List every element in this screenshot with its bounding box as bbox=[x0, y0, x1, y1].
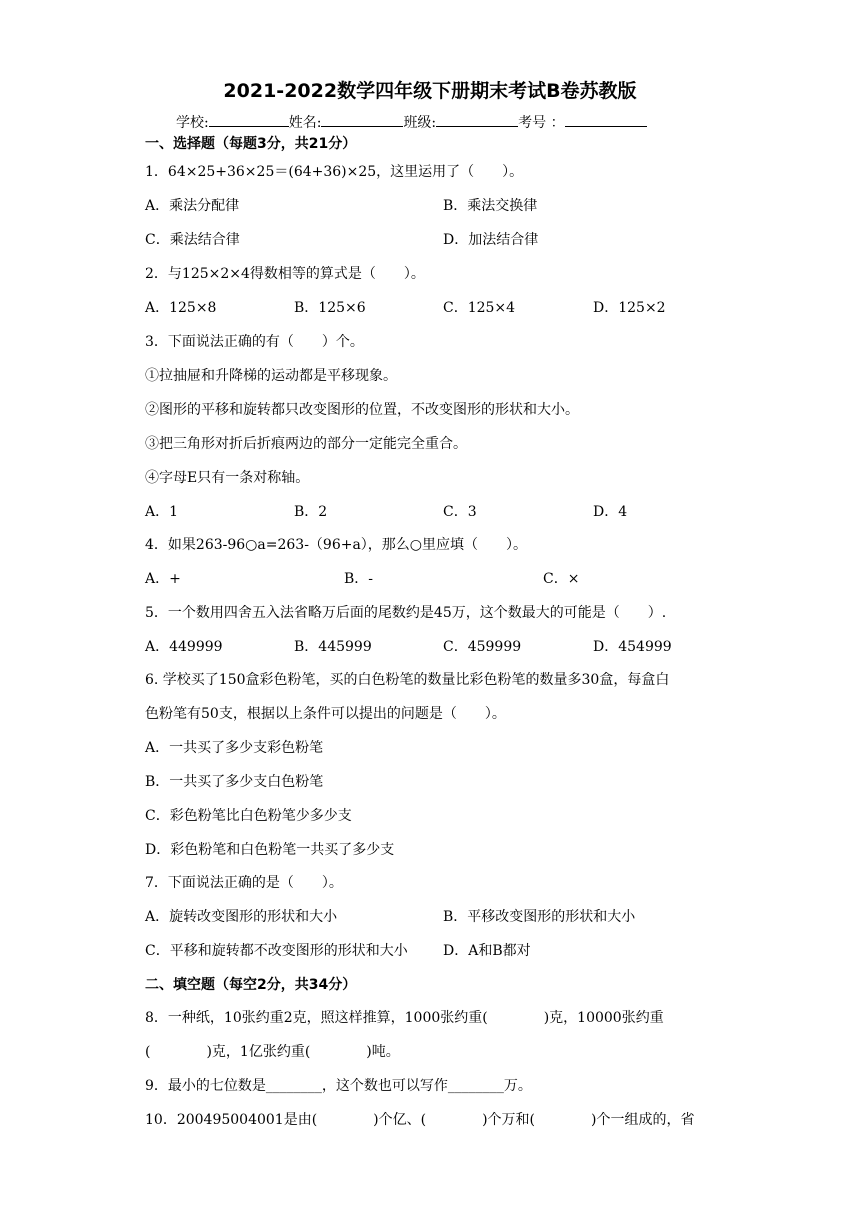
q2-stem: 2．与125×2×4得数相等的算式是（ ）。 bbox=[145, 266, 425, 282]
q6-stem-line1: 6. 学校买了150盒彩色粉笔，买的白色粉笔的数量比彩色粉笔的数量多30盒，每盒白 bbox=[145, 672, 670, 688]
number-blank[interactable] bbox=[565, 112, 647, 127]
q6-option-b[interactable]: B．一共买了多少支白色粉笔 bbox=[145, 774, 324, 790]
q1-option-b[interactable]: B．乘法交换律 bbox=[443, 198, 538, 214]
page-title: 2021-2022数学四年级下册期末考试B卷苏教版 bbox=[223, 80, 637, 102]
q1-option-d[interactable]: D．加法结合律 bbox=[443, 232, 539, 248]
q6-stem-line2: 色粉笔有50支，根据以上条件可以提出的问题是（ ）。 bbox=[145, 706, 506, 722]
class-label: 班级: bbox=[403, 115, 437, 131]
q2-option-c[interactable]: C．125×4 bbox=[443, 300, 516, 316]
q3-statement-1: ①拉抽屉和升降梯的运动都是平移现象。 bbox=[145, 368, 397, 384]
q2-option-d[interactable]: D．125×2 bbox=[593, 300, 666, 316]
q3-statement-3: ③把三角形对折后折痕两边的部分一定能完全重合。 bbox=[145, 436, 467, 452]
q7-option-a[interactable]: A．旋转改变图形的形状和大小 bbox=[145, 909, 338, 925]
q4-option-c[interactable]: C．× bbox=[543, 571, 580, 587]
q1-option-c[interactable]: C．乘法结合律 bbox=[145, 232, 240, 248]
q2-option-a[interactable]: A．125×8 bbox=[145, 300, 217, 316]
q6-option-a[interactable]: A．一共买了多少支彩色粉笔 bbox=[145, 740, 324, 756]
q3-option-b[interactable]: B．2 bbox=[294, 504, 328, 520]
q4-option-a[interactable]: A．+ bbox=[145, 571, 181, 587]
q6-option-d[interactable]: D．彩色粉笔和白色粉笔一共买了多少支 bbox=[145, 842, 395, 858]
student-info-line bbox=[176, 112, 647, 133]
number-label: 考号 ： bbox=[518, 115, 565, 131]
q4-stem: 4．如果263-96○a=263-（96+a），那么○里应填（ ）。 bbox=[145, 537, 528, 553]
q6-option-c[interactable]: C．彩色粉笔比白色粉笔少多少支 bbox=[145, 808, 352, 824]
q3-option-d[interactable]: D．4 bbox=[593, 504, 628, 520]
q1-option-a[interactable]: A．乘法分配律 bbox=[145, 198, 240, 214]
section1-heading: 一、选择题（每题3分，共21分） bbox=[145, 136, 357, 152]
q10-line: 10．200495004001是由( )个亿、( )个万和( )个一组成的，省 bbox=[145, 1112, 695, 1128]
q7-option-d[interactable]: D．A和B都对 bbox=[443, 943, 531, 959]
name-blank[interactable] bbox=[321, 112, 403, 127]
q5-option-c[interactable]: C．459999 bbox=[443, 639, 522, 655]
q2-option-b[interactable]: B．125×6 bbox=[294, 300, 366, 316]
q3-statement-2: ②图形的平移和旋转都只改变图形的位置，不改变图形的形状和大小。 bbox=[145, 402, 579, 418]
q8-line1: 8．一种纸，10张约重2克，照这样推算，1000张约重( )克，10000张约重 bbox=[145, 1010, 664, 1026]
q3-stem: 3．下面说法正确的有（ ）个。 bbox=[145, 334, 364, 350]
section2-heading: 二、填空题（每空2分，共34分） bbox=[145, 977, 357, 993]
q1-stem: 1．64×25+36×25＝(64+36)×25，这里运用了（ ）。 bbox=[145, 164, 524, 180]
name-label: 姓名: bbox=[288, 115, 322, 131]
q5-option-b[interactable]: B．445999 bbox=[294, 639, 372, 655]
school-blank[interactable] bbox=[209, 112, 289, 127]
q5-option-d[interactable]: D．454999 bbox=[593, 639, 672, 655]
q3-statement-4: ④字母E只有一条对称轴。 bbox=[145, 470, 310, 486]
q8-line2: ( )克，1亿张约重( )吨。 bbox=[145, 1044, 400, 1060]
q9-line: 9．最小的七位数是________，这个数也可以写作________万。 bbox=[145, 1078, 532, 1094]
class-blank[interactable] bbox=[436, 112, 518, 127]
q3-option-c[interactable]: C．3 bbox=[443, 504, 477, 520]
q4-option-b[interactable]: B．- bbox=[344, 571, 374, 587]
q7-stem: 7．下面说法正确的是（ ）。 bbox=[145, 875, 343, 891]
q7-option-c[interactable]: C．平移和旋转都不改变图形的形状和大小 bbox=[145, 943, 408, 959]
q3-option-a[interactable]: A．1 bbox=[145, 504, 179, 520]
q5-stem: 5．一个数用四舍五入法省略万后面的尾数约是45万，这个数最大的可能是（ ）. bbox=[145, 605, 667, 621]
q7-option-b[interactable]: B．平移改变图形的形状和大小 bbox=[443, 909, 636, 925]
school-label: 学校: bbox=[176, 115, 209, 131]
q5-option-a[interactable]: A．449999 bbox=[145, 639, 223, 655]
